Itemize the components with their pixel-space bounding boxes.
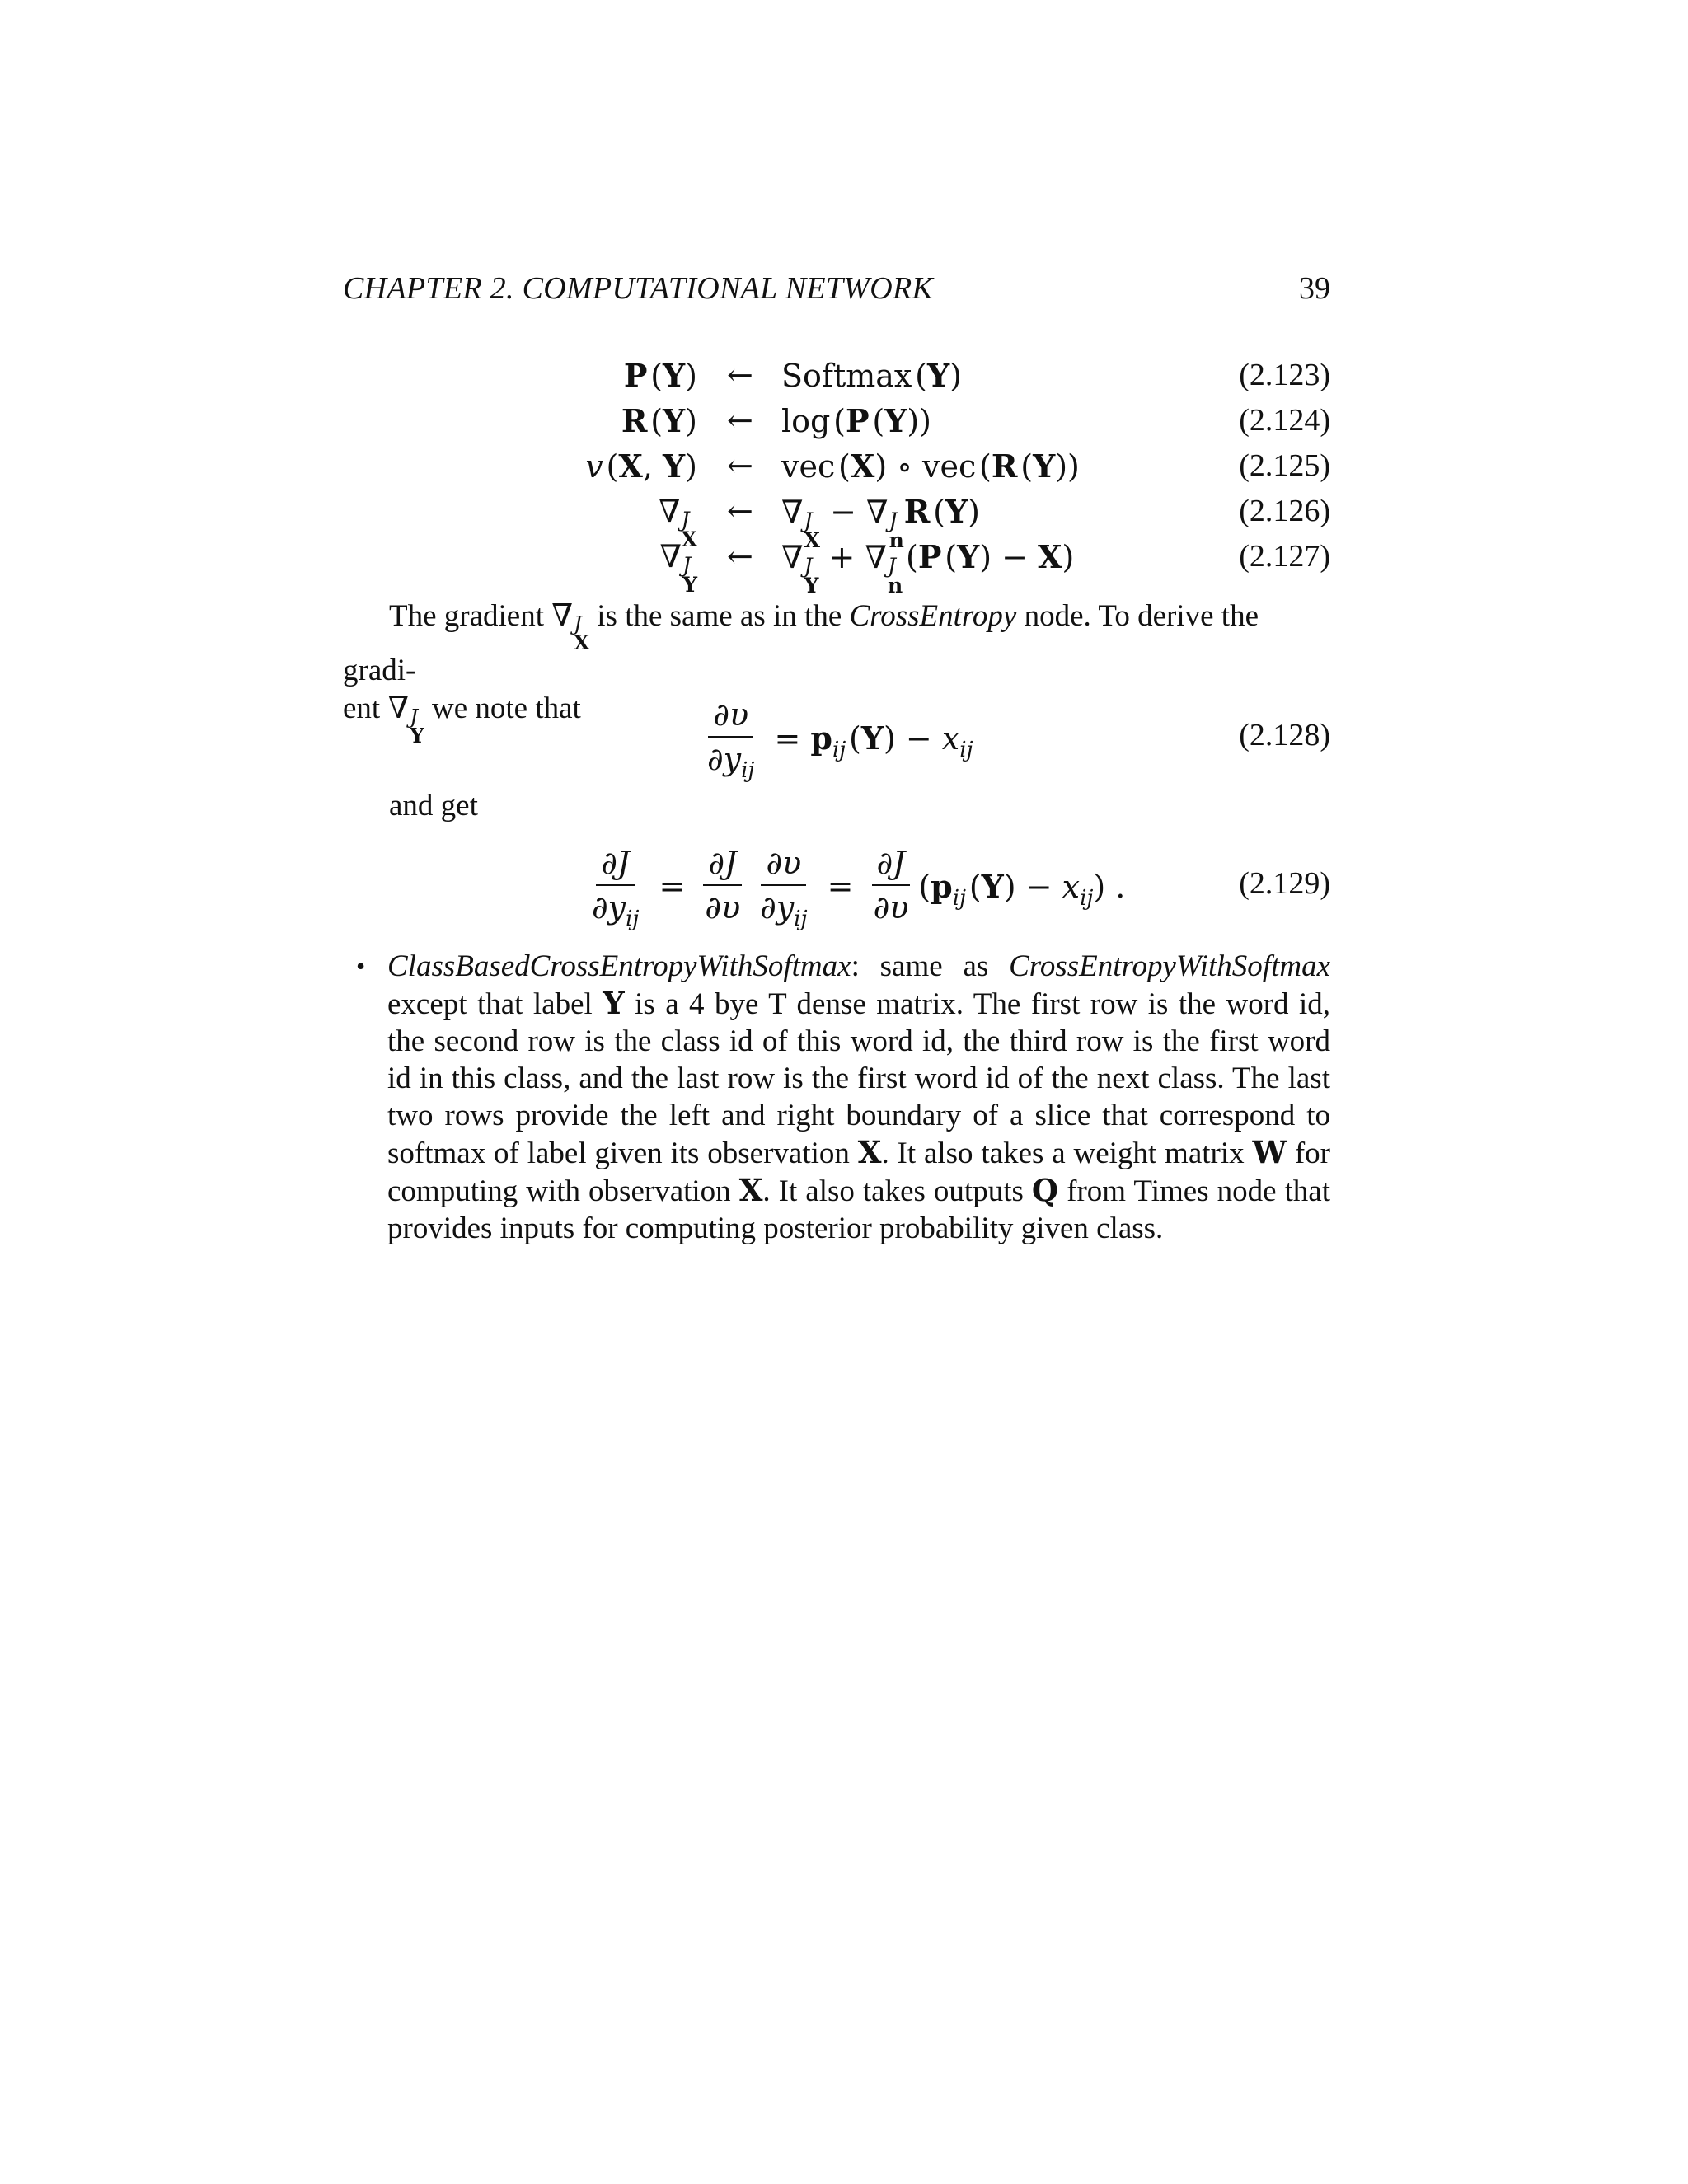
equation-number: (2.124) [1239, 403, 1330, 438]
equation-lhs: ∇ J X [658, 493, 697, 552]
equation-number: (2.127) [1239, 539, 1330, 574]
assign-arrow: ← [727, 402, 753, 438]
node-name: ClassBasedCrossEntropyWithSoftmax [387, 949, 851, 983]
fraction: $\frac{\partial\upsilon}{\partial y_{ij}}$ [707, 696, 755, 784]
equation-lhs: P (Y) [623, 357, 697, 394]
equation-2-126 [343, 486, 1330, 553]
assign-arrow: ← [727, 493, 753, 529]
fraction: $\frac{\partial J}{\partial\upsilon}$ [700, 846, 745, 926]
bullet-icon: • [356, 951, 366, 981]
assign-arrow: ← [727, 448, 753, 484]
equation-number: (2.123) [1239, 358, 1330, 392]
assign-arrow: ← [727, 357, 753, 393]
equation-rhs: Softmax (Y) [781, 357, 962, 394]
assign-arrow: ← [727, 538, 753, 574]
equation-2-128 [343, 684, 1330, 791]
equation-rhs: vec (X) ∘ vec (R (Y)) [781, 448, 1080, 485]
equation-2-124 [343, 396, 1330, 442]
equation-2-129 [343, 832, 1330, 940]
equation-2-125 [343, 441, 1330, 487]
page-header [343, 264, 1330, 310]
equation-lhs: R (Y) [621, 402, 697, 439]
fraction: $\frac{\partial\upsilon}{\partial y_{ij}}$ [760, 845, 808, 932]
equation-rhs: log (P (Y)) [781, 402, 931, 439]
equation-number: (2.125) [1239, 448, 1330, 483]
page-number: 39 [1299, 271, 1330, 306]
equation-number: (2.126) [1239, 494, 1330, 528]
equation-rhs: ∇ J Y + ∇ J n (P (Y) − X) [781, 538, 1075, 598]
equation-number: (2.128) [1239, 718, 1330, 752]
equation-lhs: v (X, Y) [585, 448, 697, 485]
equation-body: $\frac{\partial J}{\partial y_{ij}}$ = $\frac{\partial J}{\partial\upsilon}$ $\frac{\partial\upsilon}{\partial y_{ij}}$ = $\frac{\partial J}{\partial\upsilon}$ ($p_{ij}$ $(Y) - x_{ij}$) . [582, 832, 1125, 940]
crossentropy-ref: CrossEntropy [849, 599, 1017, 633]
bullet-item-classbased: • ClassBasedCrossEntropyWithSoftmax: same as CrossEntropyWithSoftmax except that label Y is a 4 bye T dense matrix. The first row is the word id, the second row is the class id of this word id, the third row is the first word id in this class, and the last row is the first word id of the next class. The last two rows provide the left and right boundary of a slice that correspond to softmax of label given its observation X. It also takes a weight matrix W for computing with observation X. It also takes outputs Q from Times node that provides inputs for computing posterior probability given class. [356, 949, 1331, 1245]
fraction: $\frac{\partial J}{\partial y_{ij}}$ [592, 845, 640, 932]
equation-lhs: ∇ J Y [659, 538, 697, 598]
equation-rhs: ∇ J X − ∇ J n R (Y) [781, 493, 980, 553]
node-ref: CrossEntropyWithSoftmax [1009, 949, 1330, 983]
paragraph-gradient: The gradient ∇ J X is the same as in the CrossEntropy node. To derive the gradi- ent ∇ J Y we note that [343, 598, 1259, 748]
fraction: $\frac{\partial J}{\partial\upsilon}$ [869, 846, 914, 926]
running-head: CHAPTER 2. COMPUTATIONAL NETWORK [343, 271, 934, 306]
equation-2-127 [343, 532, 1330, 598]
equation-2-123 [343, 350, 1330, 396]
equation-number: (2.129) [1239, 866, 1330, 901]
equation-body: $\frac{\partial\upsilon}{\partial y_{ij}}$ = $p_{ij}$ $(Y) - x_{ij}$ [697, 684, 973, 791]
and-get-text: and get [389, 789, 478, 823]
